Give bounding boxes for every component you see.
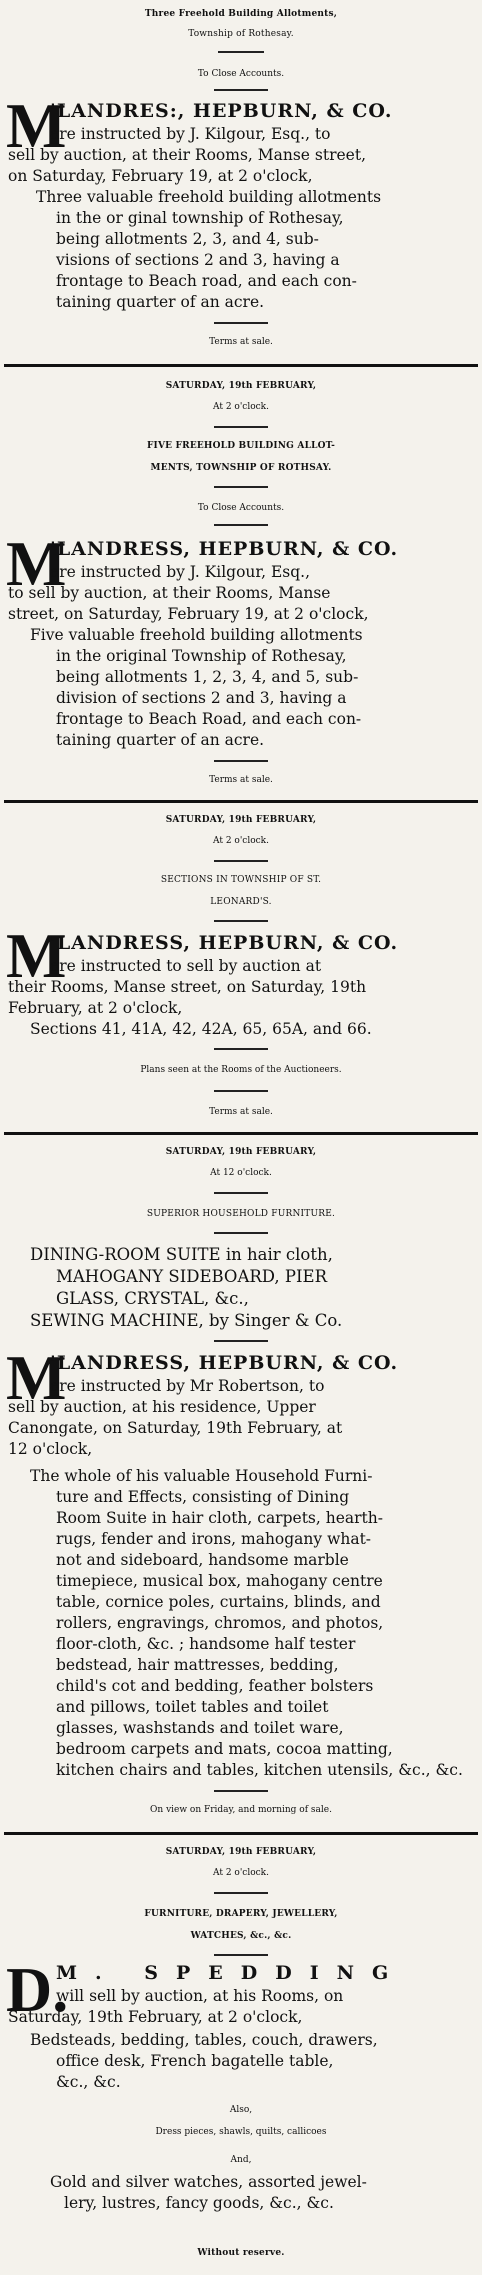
notice-title: Three Freehold Building Allotments, [144, 9, 338, 19]
divider [218, 51, 264, 53]
divider [214, 1340, 268, 1342]
drop-cap-m: M [6, 920, 67, 991]
body-line: Dress pieces, shawls, quilts, callicoes [155, 2127, 327, 2137]
body-line: sell by auction, at his residence, Upper [8, 1398, 316, 1416]
sale-date: SATURDAY, 19th FEBRUARY, [165, 815, 317, 825]
body-line: Saturday, 19th February, at 2 o'clock, [8, 2008, 303, 2026]
desc-line: bedstead, hair mattresses, bedding, [56, 1656, 339, 1674]
body-line: to sell by auction, at their Rooms, Manse [8, 584, 331, 602]
divider [214, 1192, 268, 1194]
notice-subtitle: Township of Rothesay. [188, 29, 294, 39]
drop-cap-m: M [6, 1342, 67, 1413]
desc-line: rugs, fender and irons, mahogany what- [56, 1530, 372, 1548]
body-line: frontage to Beach road, and each con- [56, 272, 357, 290]
body-line: sell by auction, at their Rooms, Manse street, [8, 146, 366, 164]
sale-time: At 2 o'clock. [213, 402, 269, 412]
divider [214, 1892, 268, 1894]
divider [214, 920, 268, 922]
sale-date: SATURDAY, 19th FEBRUARY, [165, 1147, 317, 1157]
auctioneer-name: M. SPEDDING [56, 1962, 407, 1984]
desc-line: kitchen chairs and tables, kitchen utensils, &c., &c. [56, 1761, 463, 1779]
divider [214, 1048, 268, 1050]
desc-line: bedroom carpets and mats, cocoa matting, [56, 1740, 393, 1758]
divider [214, 524, 268, 526]
drop-cap-m: M [6, 90, 67, 161]
body-line: on Saturday, February 19, at 2 o'clock, [8, 167, 313, 185]
body-line: their Rooms, Manse street, on Saturday, 19th [8, 978, 367, 996]
section-rule [4, 800, 478, 803]
body-line: Three valuable freehold building allotments [36, 188, 382, 206]
notice-title: SECTIONS IN TOWNSHIP OF ST. [160, 875, 322, 885]
body-line: being allotments 2, 3, and 4, sub- [56, 230, 319, 248]
section-rule [4, 1832, 478, 1835]
terms: Terms at sale. [209, 1107, 273, 1117]
section-rule [4, 1132, 478, 1135]
desc-line: ture and Effects, consisting of Dining [56, 1488, 350, 1506]
body-line: Gold and silver watches, assorted jewel- [50, 2173, 367, 2191]
divider [214, 760, 268, 762]
notice-title: MENTS, TOWNSHIP OF ROTHSAY. [150, 463, 332, 473]
notice-title: FIVE FREEHOLD BUILDING ALLOT- [146, 441, 336, 451]
body-line: division of sections 2 and 3, having a [56, 689, 347, 707]
notice-title: FURNITURE, DRAPERY, JEWELLERY, [144, 1909, 338, 1919]
notice-title: WATCHES, &c., &c. [190, 1931, 292, 1941]
divider [214, 486, 268, 488]
auctioneer-name: 'LANDRESS, HEPBURN, & CO. [50, 1352, 399, 1374]
desc-line: Room Suite in hair cloth, carpets, hearth- [56, 1509, 383, 1527]
item-line: DINING-ROOM SUITE in hair cloth, [30, 1245, 333, 1264]
drop-cap-d: D. [6, 1954, 69, 2025]
body-line: in the original Township of Rothesay, [56, 647, 347, 665]
sale-date: SATURDAY, 19th FEBRUARY, [165, 381, 317, 391]
body-line: Sections 41, 41A, 42, 42A, 65, 65A, and 66. [30, 1020, 372, 1038]
divider [214, 1954, 268, 1956]
body-line: Bedsteads, bedding, tables, couch, drawers, [30, 2031, 378, 2049]
sale-time: At 2 o'clock. [213, 836, 269, 846]
desc-line: floor-cloth, &c. ; handsome half tester [56, 1635, 356, 1653]
body-line: visions of sections 2 and 3, having a [56, 251, 340, 269]
drop-cap-m: M [6, 528, 67, 599]
body-line: Canongate, on Saturday, 19th February, at [8, 1419, 343, 1437]
body-line: being allotments 1, 2, 3, 4, and 5, sub- [56, 668, 359, 686]
desc-line: not and sideboard, handsome marble [56, 1551, 349, 1569]
desc-line: table, cornice poles, curtains, blinds, and [56, 1593, 381, 1611]
body-line: February, at 2 o'clock, [8, 999, 183, 1017]
and-line: And, [230, 2155, 252, 2165]
sale-time: At 12 o'clock. [210, 1168, 272, 1178]
body-line: &c., &c. [56, 2073, 121, 2091]
terms: Terms at sale. [209, 775, 273, 785]
divider [214, 426, 268, 428]
notice-title: SUPERIOR HOUSEHOLD FURNITURE. [146, 1209, 336, 1219]
desc-line: timepiece, musical box, mahogany centre [56, 1572, 383, 1590]
desc-line: child's cot and bedding, feather bolsters [56, 1677, 374, 1695]
divider [214, 1790, 268, 1792]
viewing-note: On view on Friday, and morning of sale. [150, 1805, 332, 1815]
item-line: GLASS, CRYSTAL, &c., [56, 1289, 249, 1308]
desc-line: and pillows, toilet tables and toilet [56, 1698, 329, 1716]
body-line: are instructed by Mr Robertson, to [50, 1377, 325, 1395]
also-line: Also, [229, 2105, 253, 2115]
notice-title: LEONARD'S. [210, 897, 272, 907]
body-line: taining quarter of an acre. [56, 293, 265, 311]
section-rule [4, 364, 478, 367]
body-line: 12 o'clock, [8, 1440, 93, 1458]
body-line: in the or ginal township of Rothesay, [56, 209, 344, 227]
auctioneer-name: 'LANDRES:, HEPBURN, & CO. [50, 100, 393, 122]
auctioneer-name: 'LANDRESS, HEPBURN, & CO. [50, 932, 399, 954]
divider [214, 860, 268, 862]
notice-reason: To Close Accounts. [197, 69, 285, 79]
terms: Terms at sale. [209, 337, 273, 347]
sale-date: SATURDAY, 19th FEBRUARY, [165, 1847, 317, 1857]
body-line: are instructed by J. Kilgour, Esq., [50, 563, 311, 581]
item-line: MAHOGANY SIDEBOARD, PIER [56, 1267, 328, 1286]
body-line: will sell by auction, at his Rooms, on [56, 1987, 344, 2005]
without-reserve: Without reserve. [197, 2248, 285, 2258]
plans-note: Plans seen at the Rooms of the Auctioneers. [140, 1065, 342, 1075]
notice-reason: To Close Accounts. [197, 503, 285, 513]
divider [214, 322, 268, 324]
body-line: lery, lustres, fancy goods, &c., &c. [64, 2194, 334, 2212]
sale-time: At 2 o'clock. [213, 1868, 269, 1878]
body-line: frontage to Beach Road, and each con- [56, 710, 362, 728]
body-line: are instructed by J. Kilgour, Esq., to [50, 125, 331, 143]
desc-line: The whole of his valuable Household Furni- [30, 1467, 373, 1485]
divider [214, 89, 268, 91]
body-line: street, on Saturday, February 19, at 2 o'clock, [8, 605, 369, 623]
body-line: taining quarter of an acre. [56, 731, 265, 749]
body-line: are instructed to sell by auction at [50, 957, 322, 975]
divider [214, 1232, 268, 1234]
divider [214, 1090, 268, 1092]
desc-line: glasses, washstands and toilet ware, [56, 1719, 344, 1737]
desc-line: rollers, engravings, chromos, and photos, [56, 1614, 384, 1632]
item-line: SEWING MACHINE, by Singer & Co. [30, 1311, 343, 1330]
auctioneer-name: 'LANDRESS, HEPBURN, & CO. [50, 538, 399, 560]
body-line: Five valuable freehold building allotments [30, 626, 363, 644]
body-line: office desk, French bagatelle table, [56, 2052, 334, 2070]
